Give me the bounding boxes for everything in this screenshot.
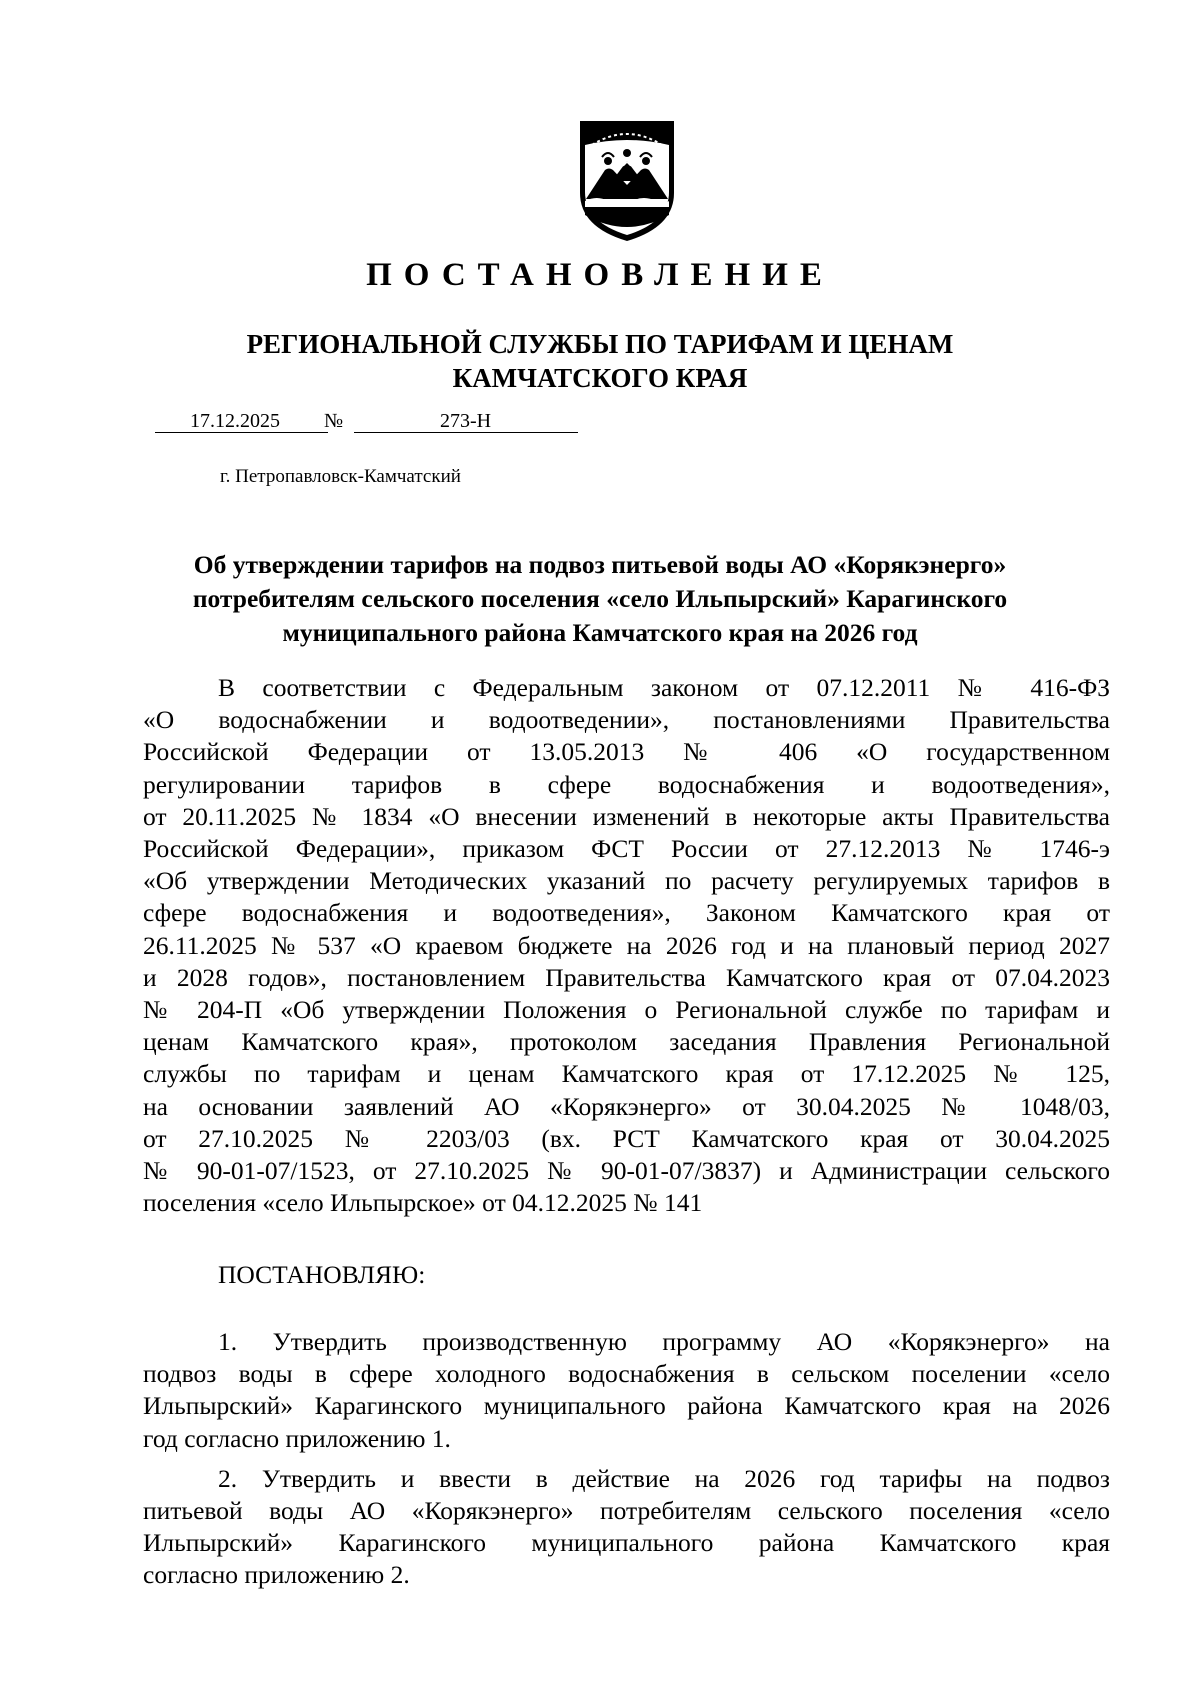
text-line: и 2028 годов», постановлением Правительства Камчатского края от 07.04.2023	[143, 962, 1110, 992]
issuer-heading	[0, 327, 1200, 395]
text-line: на основании заявлений АО «Корякэнерго» от 30.04.2025 № 1048/03,	[143, 1091, 1110, 1121]
text-line: поселения «село Ильпырское» от 04.12.2025 № 141	[143, 1188, 703, 1218]
text-line: согласно приложению 2.	[143, 1560, 410, 1590]
list-item	[143, 1326, 1110, 1455]
issuer-line: РЕГИОНАЛЬНОЙ СЛУЖБЫ ПО ТАРИФАМ И ЦЕНАМ	[246, 329, 954, 359]
text-line: «О водоснабжении и водоотведении», постановлениями Правительства	[143, 705, 1110, 735]
document-date: 17.12.2025	[190, 410, 280, 432]
kamchatka-coat-of-arms-icon	[572, 115, 682, 245]
title-line: муниципального района Камчатского края на 2026 год	[282, 618, 918, 647]
document-number: 273-Н	[440, 410, 492, 432]
number-underline	[354, 432, 578, 433]
text-line: сфере водоснабжения и водоотведения», Законом Камчатского края от	[143, 898, 1110, 928]
list-item	[143, 1463, 1110, 1592]
text-line: Российской Федерации», приказом ФСТ России от 27.12.2013 № 1746-э	[143, 834, 1110, 864]
text-line: «Об утверждении Методических указаний по расчету регулируемых тарифов в	[143, 866, 1110, 896]
title-line: потребителям сельского поселения «село Ильпырский» Карагинского	[192, 584, 1008, 613]
text-line: питьевой воды АО «Корякэнерго» потребителям сельского поселения «село	[143, 1496, 1110, 1526]
preamble-paragraph	[143, 672, 1110, 1219]
issuer-line: КАМЧАТСКОГО КРАЯ	[452, 363, 748, 393]
text-line: Российской Федерации от 13.05.2013 № 406 «О государственном	[143, 737, 1110, 767]
text-line: 1. Утвердить производственную программу АО «Корякэнерго» на	[218, 1327, 1110, 1356]
title-line: Об утверждении тарифов на подвоз питьевой воды АО «Корякэнерго»	[193, 550, 1007, 579]
decree-items	[143, 1326, 1110, 1592]
date-underline	[155, 432, 328, 433]
text-line: год согласно приложению 1.	[143, 1423, 451, 1453]
decree-word: ПОСТАНОВЛЯЮ:	[218, 1260, 426, 1289]
text-line: № 90-01-07/1523, от 27.10.2025 № 90-01-07/3837) и Администрации сельского	[143, 1156, 1110, 1186]
text-line: Ильпырский» Карагинского муниципального района Камчатского края	[143, 1528, 1110, 1558]
text-line: № 204-П «Об утверждении Положения о Региональной службе по тарифам и	[143, 995, 1110, 1025]
text-line: подвоз воды в сфере холодного водоснабжения в сельском поселении «село	[143, 1359, 1110, 1389]
text-line: В соответствии с Федеральным законом от 07.12.2011 № 416-ФЗ	[218, 673, 1110, 702]
text-line: 26.11.2025 № 537 «О краевом бюджете на 2026 год и на плановый период 2027	[143, 930, 1110, 960]
text-line: службы по тарифам и ценам Камчатского края от 17.12.2025 № 125,	[143, 1059, 1110, 1089]
place-of-issue: г. Петропавловск-Камчатский	[220, 466, 461, 487]
text-line: от 20.11.2025 № 1834 «О внесении изменений в некоторые акты Правительства	[143, 801, 1110, 831]
text-line: ценам Камчатского края», протоколом заседания Правления Региональной	[143, 1027, 1110, 1057]
text-line: от 27.10.2025 № 2203/03 (вх. РСТ Камчатского края от 30.04.2025	[143, 1123, 1110, 1153]
number-label: №	[324, 410, 344, 432]
text-line: Ильпырский» Карагинского муниципального района Камчатского края на 2026	[143, 1391, 1110, 1421]
document-title	[0, 548, 1200, 650]
text-line: регулировании тарифов в сфере водоснабжения и водоотведения»,	[143, 769, 1110, 799]
document-type-heading: ПОСТАНОВЛЕНИЕ	[366, 257, 834, 293]
text-line: 2. Утвердить и ввести в действие на 2026 год тарифы на подвоз	[218, 1463, 1110, 1493]
